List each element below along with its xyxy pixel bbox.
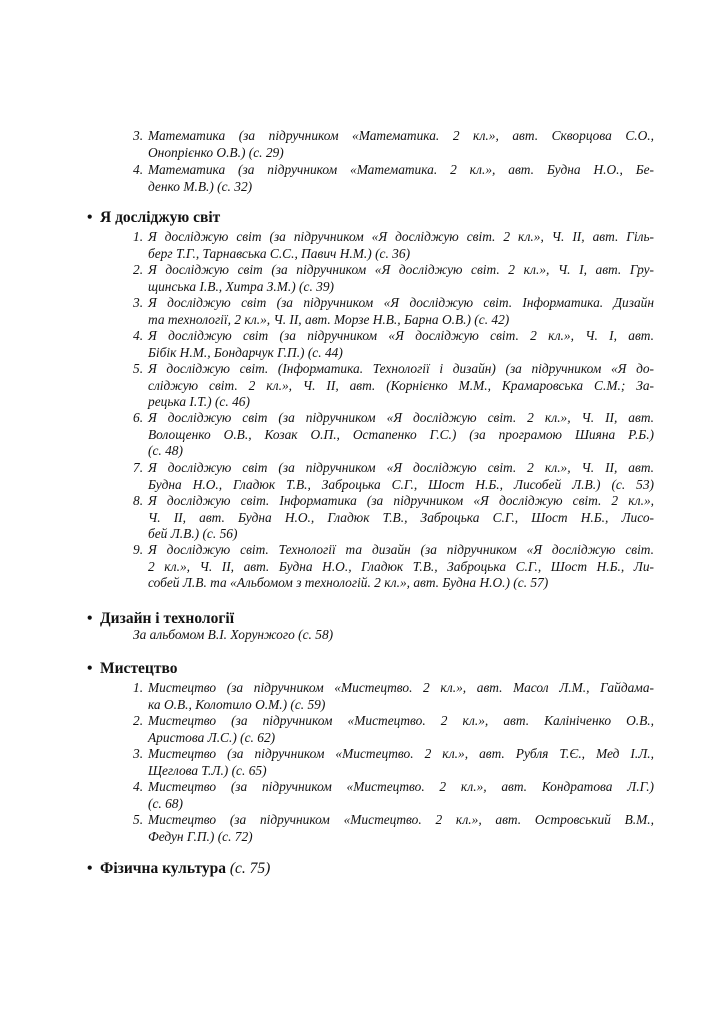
section-note: За альбомом В.І. Хорунжого (с. 58) [133,627,334,642]
item-number: 7. [133,460,144,475]
item-line: Математика (за підручником «Математика. 2 кл.», авт. Скворцова С.О., [148,128,654,143]
list-item [133,680,654,713]
item-number: 1. [133,229,144,244]
list-item [133,361,654,411]
item-line: Мистецтво (за підручником «Мистецтво. 2 кл.», авт. Кондратова Л.Г.) [148,779,654,794]
bullet-icon: • [87,660,93,677]
list-item [133,812,654,845]
item-line: (с. 48) [148,443,183,458]
item-number: 3. [133,295,144,310]
item-line: Ч. ІІ, авт. Будна Н.О., Гладюк Т.В., Заброцька С.Г., Шост Н.Б., Лисо- [148,509,654,525]
list-item [133,713,654,746]
list-item [133,542,654,592]
section-heading [87,610,234,628]
list-item [133,262,654,295]
item-line: (с. 68) [148,795,183,811]
item-line: берг Т.Г., Тарнавська С.С., Павич Н.М.) (с. 36) [148,245,411,261]
item-number: 2. [133,713,144,728]
item-number: 4. [133,779,144,794]
list-item [133,128,654,161]
item-number: 4. [133,162,144,177]
item-line: рецька І.Т.) (с. 46) [148,394,250,409]
item-number: 5. [133,361,144,376]
item-number: 5. [133,812,144,827]
item-line: та технології, 2 кл.», Ч. ІІ, авт. Морзе Н.В., Барна О.В.) (с. 42) [148,311,510,327]
section-heading [87,209,220,227]
item-line: Федун Г.П.) (с. 72) [148,828,253,844]
item-number: 8. [133,493,144,508]
list-item [133,229,654,262]
item-line: Волощенко О.В., Козак О.П., Остапенко Г.С.) (за програмою Шияна Р.Б.) [148,426,654,442]
item-line: Я досліджую світ. Технології та дизайн (за підручником «Я досліджую світ. [148,542,654,557]
item-line: Мистецтво (за підручником «Мистецтво. 2 кл.», авт. Калініченко О.В., [148,713,654,728]
item-line: Мистецтво (за підручником «Мистецтво. 2 кл.», авт. Рубля Т.Є., Мед І.Л., [148,746,654,761]
item-line: Я досліджую світ (за підручником «Я досліджую світ. 2 кл.», Ч. І, авт. Гру- [148,262,654,277]
item-line: Я досліджую світ (за підручником «Я досліджую світ. 2 кл.», Ч. ІІ, авт. [148,460,654,475]
item-line: Я досліджую світ (за підручником «Я досліджую світ. Інформатика. Дизайн [148,295,654,310]
item-number: 6. [133,410,144,425]
item-line: Я досліджую світ (за підручником «Я досліджую світ. 2 кл.», Ч. І, авт. [148,328,654,343]
item-line: Щеглова Т.Л.) (с. 65) [148,762,267,778]
item-line: Я досліджую світ. (Інформатика. Технології і дизайн) (за підручником «Я до- [148,361,654,376]
item-line: Онопрієнко О.В.) (с. 29) [148,144,284,160]
item-line: собей Л.В. та «Альбомом з технологій. 2 кл.», авт. Будна Н.О.) (с. 57) [148,575,549,590]
list-item [133,295,654,328]
item-line: Я досліджую світ (за підручником «Я досліджую світ. 2 кл.», Ч. ІІ, авт. [148,410,654,425]
item-line: щинська І.В., Хитра З.М.) (с. 39) [148,278,335,294]
item-number: 2. [133,262,144,277]
section-title: Фізична культура [100,860,226,877]
bullet-icon: • [87,860,93,877]
item-number: 1. [133,680,144,695]
section-title: Мистецтво [100,660,178,677]
list-item [133,162,654,195]
list-item [133,410,654,460]
item-number: 3. [133,746,144,761]
item-line: ка О.В., Колотило О.М.) (с. 59) [148,696,326,712]
item-line: Мистецтво (за підручником «Мистецтво. 2 кл.», авт. Масол Л.М., Гайдама- [148,680,654,695]
section-heading [87,860,270,878]
item-line: Бібік Н.М., Бондарчук Г.П.) (с. 44) [148,344,343,360]
list-item [133,746,654,779]
item-line: Математика (за підручником «Математика. 2 кл.», авт. Будна Н.О., Бе- [148,162,654,177]
list-item [133,460,654,493]
section-heading [87,660,178,678]
item-number: 3. [133,128,144,143]
bullet-icon: • [87,209,93,226]
item-line: сліджую світ. 2 кл.», Ч. ІІ, авт. (Корнієнко М.М., Крамаровська С.М.; За- [148,377,654,393]
section-title: Дизайн і технології [100,610,234,627]
list-item [133,493,654,543]
section-title: Я досліджую світ [100,209,221,226]
list-item [133,328,654,361]
item-line: Я досліджую світ. Інформатика (за підручником «Я досліджую світ. 2 кл.», [148,493,654,508]
list-item [133,779,654,812]
bullet-icon: • [87,610,93,627]
item-line: Аристова Л.С.) (с. 62) [148,729,276,745]
item-line: денко М.В.) (с. 32) [148,178,253,194]
item-line: Будна Н.О., Гладюк Т.В., Заброцька С.Г., Шост Н.Б., Лисобей Л.В.) (с. 53) [148,476,654,492]
item-line: бей Л.В.) (с. 56) [148,526,238,541]
item-number: 9. [133,542,144,557]
item-line: Я досліджую світ (за підручником «Я досліджую світ. 2 кл.», Ч. ІІ, авт. Гіль- [148,229,654,244]
item-number: 4. [133,328,144,343]
item-line: Мистецтво (за підручником «Мистецтво. 2 кл.», авт. Островський В.М., [148,812,654,827]
section-note: (с. 75) [229,860,271,877]
item-line: 2 кл.», Ч. ІІ, авт. Будна Н.О., Гладюк Т.В., Заброцька С.Г., Шост Н.Б., Ли- [148,558,654,574]
